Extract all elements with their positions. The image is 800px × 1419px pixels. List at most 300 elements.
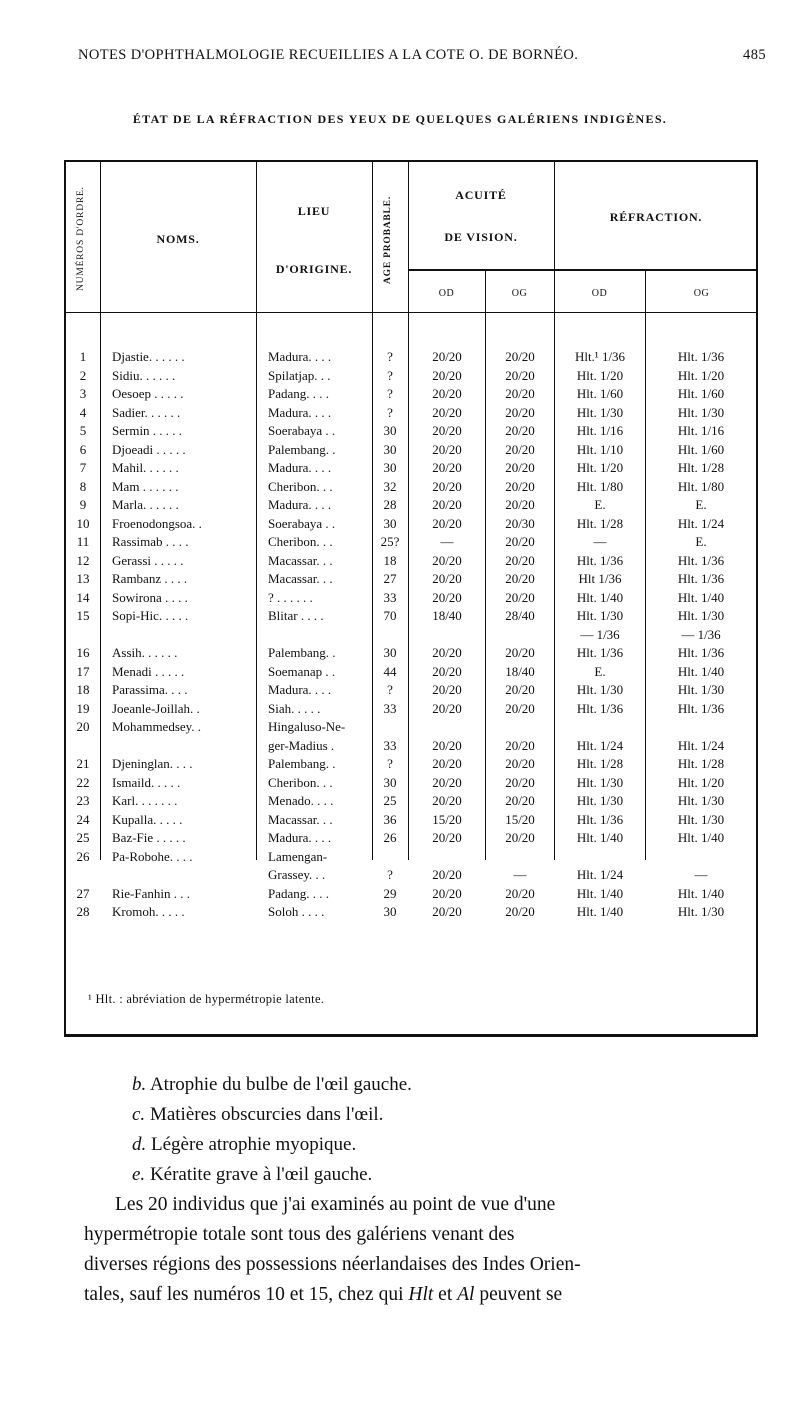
row-number: 2 [79, 367, 87, 383]
table-row [66, 422, 760, 440]
row-origin: Soerabaya . . [268, 423, 336, 438]
row-acuity-od: 20/20 [432, 404, 462, 420]
row-origin: Palembang. . [268, 645, 336, 660]
row-acuity-od: 20/20 [432, 830, 462, 845]
table-row-continuation [66, 626, 760, 644]
header-acuite-2: DE VISION. [444, 230, 518, 244]
row-refraction-od: Hlt. 1/30 [576, 682, 624, 697]
row-refraction-od: — [593, 534, 607, 549]
row-acuity-od: 20/20 [432, 497, 462, 512]
row-origin: Madura. . . . [268, 460, 332, 475]
header-age: AGE PROBABLE. [383, 196, 393, 284]
row-acuity-od: 20/20 [432, 885, 462, 901]
row-number: 1 [79, 349, 87, 364]
row-acuity-og: 20/20 [505, 774, 535, 790]
row-name: Assih. . . . . . [112, 645, 178, 660]
row-refraction-od: Hlt. 1/40 [576, 830, 624, 845]
row-refraction-og: Hlt. 1/30 [677, 682, 725, 697]
row-age: 33 [383, 589, 397, 605]
row-refraction-og: Hlt. 1/30 [677, 904, 725, 919]
table-row [66, 792, 760, 810]
row-origin: Palembang. . [268, 441, 336, 457]
row-refraction-og: Hlt. 1/36 [677, 571, 725, 586]
row-acuity-od: 18/40 [432, 608, 462, 623]
row-age: ? [387, 756, 393, 771]
row-acuity-od: 20/20 [432, 682, 462, 697]
row-acuity-od: 20/20 [432, 386, 462, 401]
row-name: Oesoep . . . . . [112, 386, 184, 401]
row-acuity-og: 20/20 [505, 367, 535, 383]
row-age: 30 [383, 904, 397, 919]
row-origin: Madura. . . . [268, 497, 332, 512]
row-refraction-od: Hlt. 1/30 [576, 774, 624, 790]
body-paragraph [84, 1190, 756, 1310]
table-row [66, 404, 760, 422]
row-number: 7 [79, 460, 87, 475]
row-age: 44 [383, 663, 397, 679]
row-refraction-og: Hlt. 1/24 [677, 737, 725, 753]
row-name: Sidiu. . . . . . [112, 367, 176, 383]
row-acuity-od: 20/20 [432, 552, 462, 568]
table-row [66, 811, 760, 829]
row-refraction-od: Hlt. 1/40 [576, 589, 624, 605]
row-age: 26 [383, 830, 397, 845]
paragraph-italic: Hlt [408, 1284, 434, 1305]
row-origin: Padang. . . . [268, 386, 330, 401]
row-acuity-og: 20/20 [505, 552, 535, 568]
table-row [66, 663, 760, 681]
row-number: 3 [79, 386, 87, 401]
row-refraction-og: Hlt. 1/30 [677, 811, 725, 827]
row-refraction-od: Hlt. 1/16 [576, 423, 624, 438]
header-rule [66, 312, 758, 313]
note-item [132, 1070, 412, 1100]
row-origin: Palembang. . [268, 756, 336, 771]
row-refraction-og: Hlt. 1/40 [677, 885, 725, 901]
row-acuity-od: 20/20 [432, 867, 462, 882]
table-row-continuation [66, 718, 760, 736]
row-name: Mam . . . . . . [112, 478, 179, 494]
row-name: Gerassi . . . . . [112, 552, 184, 568]
table-row [66, 348, 760, 366]
running-head [78, 47, 766, 64]
row-refraction-og: Hlt. 1/24 [677, 515, 725, 531]
row-name: Djeninglan. . . . [112, 756, 193, 771]
note-text: Kératite grave à l'œil gauche. [149, 1164, 373, 1185]
row-acuity-og: — [513, 867, 527, 882]
row-name: Kupalla. . . . . [112, 811, 183, 827]
row-origin: Macassar. . . [268, 811, 333, 827]
row-refraction-og: Hlt. 1/30 [677, 608, 725, 623]
table-title: ÉTAT DE LA RÉFRACTION DES YEUX DE QUELQUES GALÉRIENS INDIGÈNES. [132, 112, 668, 126]
row-origin: Cheribon. . . [268, 774, 333, 790]
table-row [66, 644, 760, 662]
row-name: Mahil. . . . . . [112, 460, 179, 475]
row-age: ? [387, 386, 393, 401]
row-refraction-od: Hlt. 1/36 [576, 700, 624, 716]
table-row [66, 478, 760, 496]
row-name: Marla. . . . . . [112, 497, 179, 512]
row-refraction-od: Hlt 1/36 [578, 571, 622, 586]
row-name: Pa-Robohe. . . . [112, 848, 193, 864]
row-name: Kromoh. . . . . [112, 904, 185, 919]
header-lieu-1: LIEU [297, 204, 331, 218]
row-acuity-og: 28/40 [505, 608, 535, 623]
row-age: 30 [383, 460, 397, 475]
row-refraction-od: Hlt. 1/30 [576, 793, 624, 808]
row-acuity-og: 20/20 [505, 793, 535, 808]
row-refraction-od: E. [594, 663, 606, 679]
row-number: 12 [76, 552, 90, 568]
header-noms: NOMS. [156, 232, 200, 246]
row-name: Djastie. . . . . . [112, 349, 185, 364]
table-row [66, 515, 760, 533]
row-acuity-og: 20/20 [505, 460, 535, 475]
row-origin: Siah. . . . . [268, 700, 321, 716]
row-refraction-og: Hlt. 1/28 [677, 460, 725, 475]
row-name: Sermin . . . . . [112, 423, 183, 438]
row-refraction-og: Hlt. 1/16 [677, 423, 725, 438]
row-acuity-od: 20/20 [432, 904, 462, 919]
note-item [132, 1130, 412, 1160]
row-number: 27 [76, 885, 90, 901]
table-row [66, 681, 760, 699]
header-acuite-1: ACUITÉ [455, 188, 507, 202]
row-origin: Soerabaya . . [268, 515, 336, 531]
row-age: ? [387, 404, 393, 420]
row-name: Froenodongsoa. . [112, 515, 202, 531]
row-refraction-og: Hlt. 1/80 [677, 478, 725, 494]
table-row [66, 755, 760, 773]
table-row [66, 459, 760, 477]
row-acuity-od: 20/20 [432, 349, 462, 364]
row-acuity-od: 20/20 [432, 756, 462, 771]
row-refraction-og: Hlt. 1/30 [677, 793, 725, 808]
header-acuite-od: OD [438, 288, 455, 299]
row-number: 26 [76, 848, 90, 864]
row-number: 16 [76, 645, 90, 660]
row-name: Rambanz . . . . [112, 571, 188, 586]
table-row [66, 533, 760, 551]
row-age: 30 [383, 774, 397, 790]
row-acuity-og: 20/20 [505, 682, 535, 697]
row-acuity-og: 20/20 [505, 700, 535, 716]
row-acuity-og: 20/20 [505, 885, 535, 901]
row-name: Menadi . . . . . [112, 663, 185, 679]
row-refraction-od: Hlt. 1/28 [576, 756, 624, 771]
table-row [66, 570, 760, 588]
row-acuity-og: 20/20 [505, 571, 535, 586]
row-age: 30 [383, 645, 397, 660]
row-age: ? [387, 867, 393, 882]
row-refraction-og: Hlt. 1/36 [677, 349, 725, 364]
table-row [66, 441, 760, 459]
row-acuity-od: 20/20 [432, 737, 462, 753]
subheader-rule [408, 269, 758, 271]
table-row [66, 552, 760, 570]
row-acuity-og: 20/30 [505, 515, 535, 531]
row-refraction-og: Hlt. 1/20 [677, 367, 725, 383]
row-name: Joeanle-Joillah. . [112, 700, 200, 716]
row-refraction-od: Hlt. 1/60 [576, 386, 624, 401]
row-acuity-og: 20/20 [505, 737, 535, 753]
row-name: Baz-Fie . . . . . [112, 830, 186, 845]
note-letter: e. [132, 1164, 146, 1185]
row-origin: Blitar . . . . [268, 608, 324, 623]
row-name: Sadier. . . . . . [112, 404, 181, 420]
row-acuity-od: 20/20 [432, 423, 462, 438]
row-age: 27 [383, 571, 397, 586]
row-origin: Macassar. . . [268, 571, 333, 586]
row-age: ? [387, 682, 393, 697]
row-refraction-od: Hlt. 1/20 [576, 460, 624, 475]
note-letter: d. [132, 1134, 147, 1155]
running-head-title: NOTES D'OPHTHALMOLOGIE RECUEILLIES A LA COTE O. DE BORNÉO. [78, 47, 579, 63]
row-age: 32 [383, 478, 397, 494]
row-origin: Cheribon. . . [268, 478, 333, 494]
row-acuity-og: 20/20 [505, 497, 535, 512]
paragraph-line: hypermétropie totale sont tous des galériens venant des [84, 1224, 515, 1245]
row-acuity-od: 20/20 [432, 460, 462, 475]
row-number: 25 [76, 830, 90, 845]
row-number: 14 [76, 589, 90, 605]
row-acuity-od: 20/20 [432, 571, 462, 586]
row-origin: Cheribon. . . [268, 534, 333, 549]
row-origin: ger-Madius . [268, 737, 335, 753]
row-number: 17 [76, 663, 90, 679]
note-item [132, 1160, 412, 1190]
note-text: Atrophie du bulbe de l'œil gauche. [149, 1074, 412, 1095]
row-refraction-og: Hlt. 1/60 [677, 441, 725, 457]
table-row [66, 885, 760, 903]
row-refraction-od: Hlt. 1/10 [576, 441, 624, 457]
row-acuity-od: 20/20 [432, 478, 462, 494]
row-age: 25 [383, 793, 397, 808]
row-number: 20 [76, 719, 90, 734]
row-refraction-og: — 1/36 [681, 626, 721, 642]
row-age: 30 [383, 441, 397, 457]
header-lieu-2: D'ORIGINE. [275, 262, 353, 276]
row-origin: Soemanap . . [268, 663, 336, 679]
row-refraction-od: E. [594, 497, 606, 512]
row-refraction-og: Hlt. 1/36 [677, 700, 725, 716]
row-number: 11 [76, 534, 90, 549]
table-row [66, 829, 760, 847]
table-row [66, 866, 760, 884]
row-refraction-og: E. [695, 497, 707, 512]
row-acuity-od: 20/20 [432, 700, 462, 716]
row-refraction-od: Hlt. 1/40 [576, 885, 624, 901]
row-origin: ? . . . . . . [268, 589, 313, 605]
row-acuity-od: 20/20 [432, 367, 462, 383]
header-num: NUMÉROS D'ORDRE. [76, 186, 86, 292]
note-letter: b. [132, 1074, 147, 1095]
table-row [66, 700, 760, 718]
header-refraction-og: OG [693, 288, 710, 299]
row-number: 5 [79, 423, 87, 438]
row-acuity-od: 20/20 [432, 645, 462, 660]
row-refraction-od: Hlt. 1/30 [576, 404, 624, 420]
row-refraction-od: Hlt. 1/20 [576, 367, 624, 383]
row-refraction-od: Hlt. 1/28 [576, 515, 624, 531]
row-refraction-od: Hlt. 1/36 [576, 811, 624, 827]
row-acuity-og: 20/20 [505, 386, 535, 401]
row-acuity-od: 20/20 [432, 589, 462, 605]
row-name: Sowirona . . . . [112, 589, 188, 605]
row-name: Sopi-Hic. . . . . [112, 608, 189, 623]
paragraph-italic: Al [457, 1284, 475, 1305]
table-row [66, 367, 760, 385]
header-refraction-od: OD [591, 288, 608, 299]
row-refraction-og: Hlt. 1/40 [677, 830, 725, 845]
row-age: 36 [383, 811, 397, 827]
row-number: 4 [79, 404, 87, 420]
row-number: 22 [76, 774, 90, 790]
row-origin: Macassar. . . [268, 552, 333, 568]
row-age: 33 [383, 737, 397, 753]
row-acuity-od: 20/20 [432, 441, 462, 457]
row-refraction-od: Hlt. 1/24 [576, 867, 624, 882]
row-name: Ismaild. . . . . [112, 774, 181, 790]
row-acuity-og: 20/20 [505, 756, 535, 771]
row-acuity-og: 20/20 [505, 423, 535, 438]
row-acuity-og: 20/20 [505, 349, 535, 364]
row-origin: Madura. . . . [268, 349, 332, 364]
row-name: Mohammedsey. . [112, 719, 202, 734]
row-origin: Madura. . . . [268, 404, 332, 420]
row-age: 30 [383, 423, 397, 438]
table-row-continuation [66, 848, 760, 866]
notes-list [132, 1070, 412, 1190]
row-refraction-og: E. [695, 534, 707, 549]
row-name: Karl. . . . . . . [112, 793, 178, 808]
header-acuite-og: OG [511, 288, 528, 299]
row-acuity-og: 20/20 [505, 645, 535, 660]
row-number: 28 [76, 904, 90, 919]
table-row [66, 496, 760, 514]
row-acuity-og: 20/20 [505, 404, 535, 420]
row-origin: Madura. . . . [268, 830, 332, 845]
row-name: Djoeadi . . . . . [112, 441, 186, 457]
row-number: 13 [76, 571, 90, 586]
row-origin: Grassey. . . [268, 867, 326, 882]
page-number: 485 [743, 47, 766, 63]
row-refraction-od: Hlt. 1/24 [576, 737, 624, 753]
row-acuity-og: 18/40 [505, 663, 535, 679]
row-age: 25? [380, 534, 400, 549]
row-origin: Hingaluso-Ne- [268, 719, 346, 734]
table-row [66, 385, 760, 403]
row-origin: Spilatjap. . . [268, 367, 331, 383]
row-number: 9 [79, 497, 87, 512]
note-item [132, 1100, 412, 1130]
row-number: 10 [76, 515, 90, 531]
row-age: 70 [383, 608, 397, 623]
table-row [66, 737, 760, 755]
row-refraction-od: Hlt. 1/30 [576, 608, 624, 623]
row-age: ? [387, 349, 393, 364]
refraction-table [64, 160, 758, 1037]
paragraph-line: Les 20 individus que j'ai examinés au point de vue d'une [115, 1194, 556, 1215]
table-row [66, 903, 760, 921]
row-refraction-od: Hlt. 1/40 [576, 904, 624, 919]
row-refraction-og: Hlt. 1/40 [677, 663, 725, 679]
row-refraction-od: Hlt. 1/36 [576, 552, 624, 568]
row-origin: Madura. . . . [268, 682, 332, 697]
row-refraction-od: Hlt.¹ 1/36 [574, 349, 626, 364]
row-acuity-od: 20/20 [432, 774, 462, 790]
row-name: Rassimab . . . . [112, 534, 189, 549]
row-acuity-od: 15/20 [432, 811, 462, 827]
paragraph-text: et [433, 1284, 458, 1305]
row-refraction-og: Hlt. 1/28 [677, 756, 725, 771]
row-acuity-og: 20/20 [505, 830, 535, 845]
note-letter: c. [132, 1104, 146, 1125]
row-acuity-og: 20/20 [505, 904, 535, 919]
row-age: 29 [383, 885, 397, 901]
row-acuity-og: 20/20 [505, 441, 535, 457]
row-age: 28 [383, 497, 397, 512]
row-refraction-og: Hlt. 1/36 [677, 645, 725, 660]
paragraph-text: tales, sauf les numéros 10 et 15, chez qui [84, 1284, 409, 1305]
paragraph-line: diverses régions des possessions néerlandaises des Indes Orien- [84, 1254, 581, 1275]
table-row [66, 774, 760, 792]
row-number: 19 [76, 700, 90, 716]
table-row [66, 607, 760, 625]
row-refraction-og: — [694, 867, 708, 882]
row-origin: Soloh . . . . [268, 904, 325, 919]
row-number: 24 [76, 811, 90, 827]
row-origin: Lamengan- [268, 848, 328, 864]
paragraph-text: peuvent se [474, 1284, 563, 1305]
row-refraction-og: Hlt. 1/20 [677, 774, 725, 790]
row-acuity-og: 20/20 [505, 589, 535, 605]
row-age: ? [387, 367, 393, 383]
row-number: 23 [76, 793, 90, 808]
row-number: 6 [79, 441, 87, 457]
row-refraction-og: Hlt. 1/36 [677, 552, 725, 568]
row-acuity-od: — [440, 534, 454, 549]
row-origin: Menado. . . . [268, 793, 334, 808]
table-row [66, 589, 760, 607]
table-footnote: ¹ Hlt. : abréviation de hypermétropie latente. [88, 992, 325, 1006]
row-age: 30 [383, 515, 397, 531]
row-refraction-od: Hlt. 1/36 [576, 645, 624, 660]
row-number: 15 [76, 608, 90, 623]
paragraph-line [84, 1280, 756, 1310]
row-acuity-og: 20/20 [505, 534, 535, 549]
row-refraction-od: — 1/36 [580, 626, 620, 642]
row-age: 18 [383, 552, 397, 568]
row-number: 18 [76, 682, 90, 697]
row-origin: Padang. . . . [268, 885, 330, 901]
row-refraction-og: Hlt. 1/40 [677, 589, 725, 605]
row-number: 8 [79, 478, 87, 494]
row-name: Rie-Fanhin . . . [112, 885, 190, 901]
note-text: Matières obscurcies dans l'œil. [149, 1104, 384, 1125]
row-name: Parassima. . . . [112, 682, 188, 697]
row-acuity-od: 20/20 [432, 793, 462, 808]
note-text: Légère atrophie myopique. [151, 1134, 357, 1155]
row-refraction-od: Hlt. 1/80 [576, 478, 624, 494]
row-acuity-od: 20/20 [432, 515, 462, 531]
row-acuity-og: 20/20 [505, 478, 535, 494]
row-age: 33 [383, 700, 397, 716]
row-refraction-og: Hlt. 1/60 [677, 386, 725, 401]
row-acuity-od: 20/20 [432, 663, 462, 679]
row-acuity-og: 15/20 [505, 811, 535, 827]
header-refraction: RÉFRACTION. [609, 210, 703, 224]
